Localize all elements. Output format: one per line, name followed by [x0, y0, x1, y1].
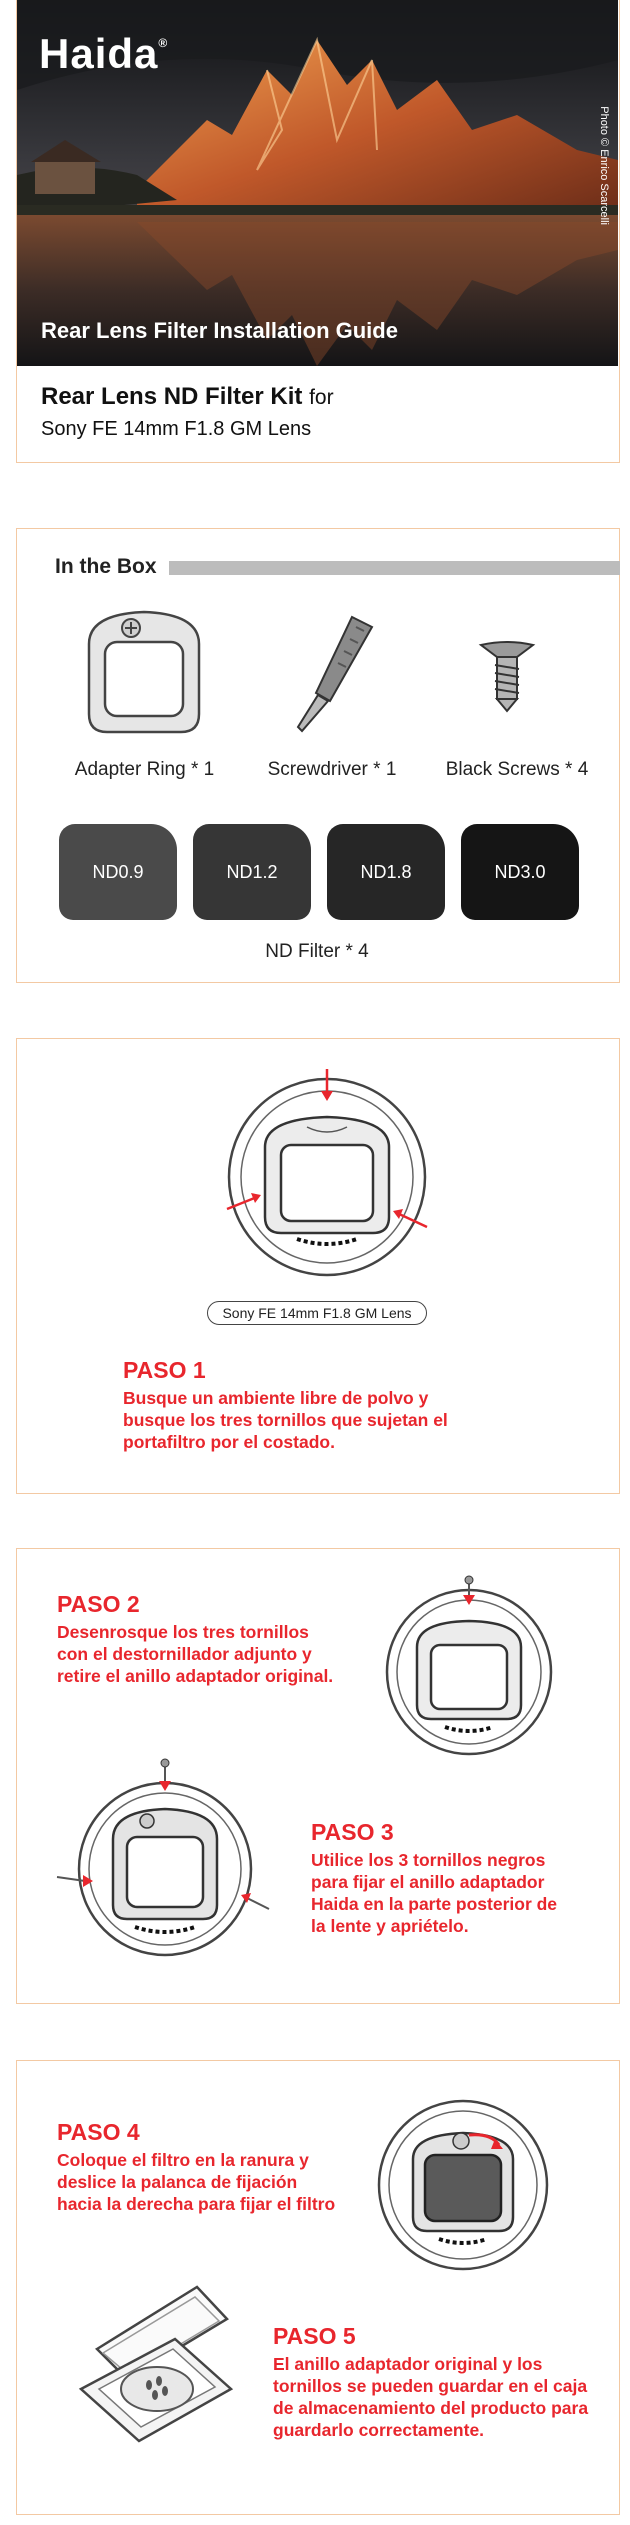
kit-subtitle: Sony FE 14mm F1.8 GM Lens [41, 418, 312, 440]
photo-credit: Photo © Enrico Scarcelli [598, 106, 610, 225]
lens-install-adapter-diagram [55, 1759, 275, 1959]
screwdriver-label: Screwdriver * 1 [267, 759, 397, 780]
step1-text: Busque un ambiente libre de polvo y busque los tres tornillos que sujetan el portafiltro por el costado. [123, 1388, 448, 1452]
lens-insert-filter-diagram [373, 2095, 553, 2275]
haida-logo: Haida® [39, 30, 169, 77]
step4-text: Coloque el filtro en la ranura y deslice la palanca de fijación hacia la derecha para fijar el filtro [57, 2150, 336, 2214]
nd-filter-0.9: ND0.9 [59, 824, 177, 920]
step5-title: PASO 5 [273, 2323, 356, 2349]
kit-title: Rear Lens ND Filter Kit for [41, 383, 334, 410]
step3-text: Utilice los 3 tornillos negros para fijar el anillo adaptador Haida en la parte posterior de la lente y apriételo. [311, 1850, 558, 1936]
screwdriver-icon [272, 609, 392, 739]
step5-text: El anillo adaptador original y los tornillos se pueden guardar en el caja de almacenamiento del producto para guardarlo correctamente. [273, 2354, 589, 2440]
nd-filter-3.0: ND3.0 [461, 824, 579, 920]
in-the-box-heading: In the Box [55, 555, 157, 578]
storage-case-diagram [77, 2279, 237, 2449]
step2-text: Desenrosque los tres tornillos con el destornillador adjunto y retire el anillo adaptador original. [57, 1622, 334, 1686]
hero-photo [17, 0, 618, 366]
black-screws-label: Black Screws * 4 [445, 759, 589, 780]
heading-bar [169, 561, 620, 575]
nd-filter-1.8: ND1.8 [327, 824, 445, 920]
step4-title: PASO 4 [57, 2119, 140, 2145]
header-card [16, 0, 620, 463]
step2-3-card [16, 1548, 620, 2004]
guide-title: Rear Lens Filter Installation Guide [41, 318, 398, 343]
step4-5-card [16, 2060, 620, 2515]
in-the-box-card [16, 528, 620, 983]
step3-title: PASO 3 [311, 1819, 394, 1845]
nd-filter-caption: ND Filter * 4 [265, 941, 369, 962]
adapter-ring-label: Adapter Ring * 1 [74, 759, 215, 780]
lens-remove-screws-diagram [379, 1577, 559, 1757]
step1-card [16, 1038, 620, 1494]
step1-title: PASO 1 [123, 1357, 206, 1383]
adapter-ring-icon [69, 604, 219, 744]
nd-filter-1.2: ND1.2 [193, 824, 311, 920]
lens-model-label: Sony FE 14mm F1.8 GM Lens [207, 1301, 427, 1325]
step2-title: PASO 2 [57, 1591, 140, 1617]
screw-icon [477, 639, 537, 719]
lens-rear-diagram [217, 1067, 437, 1287]
